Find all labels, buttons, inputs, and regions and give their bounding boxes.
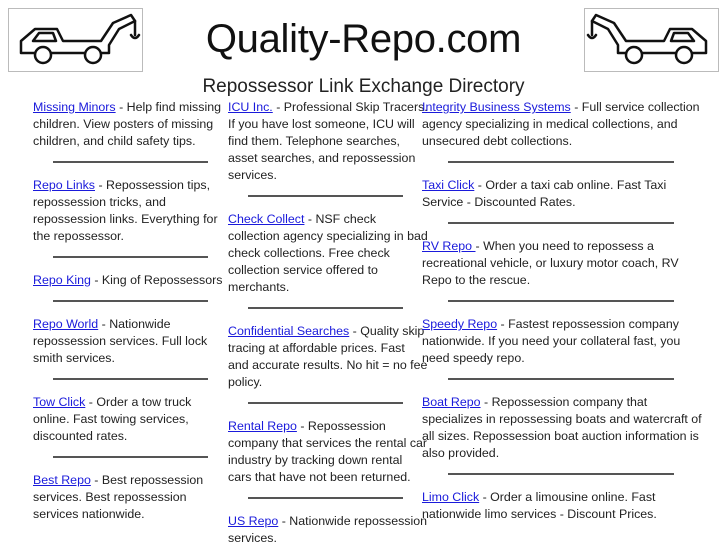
directory-entry bbox=[33, 472, 231, 523]
directory-link[interactable]: Repo World bbox=[33, 317, 99, 331]
directory-entry bbox=[228, 99, 428, 184]
directory-description: - Repossession company that services the rental car industry by tracking down rental cars that have not been returned. bbox=[228, 419, 428, 484]
directory-link[interactable]: Limo Click bbox=[422, 490, 480, 504]
link-column-3 bbox=[422, 99, 707, 523]
directory-description: - Fastest repossession company nationwide. If you need your collateral fast, you need speedy repo. bbox=[422, 317, 681, 365]
entry-divider bbox=[53, 256, 208, 258]
directory-link[interactable]: Best Repo bbox=[33, 473, 91, 487]
directory-description: - Help find missing children. View posters of missing children, and child safety tips. bbox=[33, 100, 221, 148]
directory-description: - NSF check collection agency specializing in bad check collections. Free check collection service offered to merchants. bbox=[228, 212, 428, 294]
directory-link[interactable]: Integrity Business Systems bbox=[422, 100, 571, 114]
entry-divider bbox=[248, 195, 403, 197]
directory-entry bbox=[422, 238, 707, 289]
directory-link[interactable]: ICU Inc. bbox=[228, 100, 273, 114]
entry-divider bbox=[248, 307, 403, 309]
directory-link[interactable]: Boat Repo bbox=[422, 395, 481, 409]
entry-divider bbox=[448, 378, 674, 380]
directory-link[interactable]: Missing Minors bbox=[33, 100, 116, 114]
directory-description: - Order a taxi cab online. Fast Taxi Service - Discounted Rates. bbox=[422, 178, 667, 209]
directory-entry bbox=[422, 177, 707, 211]
directory-description: - Nationwide repossession services. bbox=[228, 514, 428, 545]
directory-description: - Quality skip tracing at affordable prices. Fast and accurate results. No hit = no fee policy. bbox=[228, 324, 428, 389]
directory-description: - King of Repossessors bbox=[90, 273, 223, 287]
directory-link[interactable]: RV Repo bbox=[422, 239, 476, 253]
directory-entry bbox=[33, 99, 231, 150]
directory-description: - Order a tow truck online. Fast towing services, discounted rates. bbox=[33, 395, 192, 443]
directory-entry bbox=[422, 489, 707, 523]
entry-divider bbox=[448, 222, 674, 224]
directory-entry bbox=[33, 394, 231, 445]
directory-link[interactable]: US Repo bbox=[228, 514, 279, 528]
directory-entry bbox=[228, 418, 428, 486]
entry-divider bbox=[53, 161, 208, 163]
directory-subtitle: Repossessor Link Exchange Directory bbox=[202, 76, 525, 97]
directory-link[interactable]: Repo Links bbox=[33, 178, 95, 192]
directory-link[interactable]: Confidential Searches bbox=[228, 324, 350, 338]
directory-description: - Repossession tips, repossession tricks, and repossession links. Everything for the repossessor. bbox=[33, 178, 218, 243]
directory-entry bbox=[422, 394, 707, 462]
entry-divider bbox=[448, 473, 674, 475]
directory-entry bbox=[33, 272, 231, 289]
entry-divider bbox=[448, 161, 674, 163]
directory-description: - Professional Skip Tracers. If you have lost someone, ICU will find them. Telephone searches, asset searches, and repossession services. bbox=[228, 100, 428, 182]
directory-link[interactable]: Rental Repo bbox=[228, 419, 297, 433]
directory-link[interactable]: Taxi Click bbox=[422, 178, 475, 192]
site-title: Quality-Repo.com bbox=[205, 17, 522, 61]
directory-description: - Best repossession services. Best repossession services nationwide. bbox=[33, 473, 204, 521]
entry-divider bbox=[248, 497, 403, 499]
directory-entry bbox=[422, 99, 707, 150]
directory-link[interactable]: Repo King bbox=[33, 273, 91, 287]
directory-entry bbox=[228, 513, 428, 547]
entry-divider bbox=[53, 378, 208, 380]
link-column-2 bbox=[228, 99, 428, 547]
directory-description: - When you need to repossess a recreational vehicle, or luxury motor coach, RV Repo to the rescue. bbox=[422, 239, 679, 287]
directory-entry bbox=[228, 323, 428, 391]
directory-link[interactable]: Tow Click bbox=[33, 395, 86, 409]
directory-description: - Full service collection agency specializing in medical collections, and unsecured debt collections. bbox=[422, 100, 700, 148]
link-column-1 bbox=[33, 99, 231, 523]
entry-divider bbox=[248, 402, 403, 404]
directory-description: - Nationwide repossession services. Full lock smith services. bbox=[33, 317, 208, 365]
directory-entry bbox=[228, 211, 428, 296]
entry-divider bbox=[448, 300, 674, 302]
entry-divider bbox=[53, 456, 208, 458]
directory-link[interactable]: Check Collect bbox=[228, 212, 305, 226]
directory-entry bbox=[33, 316, 231, 367]
entry-divider bbox=[53, 300, 208, 302]
directory-link[interactable]: Speedy Repo bbox=[422, 317, 498, 331]
directory-entry bbox=[422, 316, 707, 367]
directory-description: - Repossession company that specializes in repossessing boats and watercraft of all sizes. Repossession boat auction information is also provided. bbox=[422, 395, 702, 460]
directory-description: - Order a limousine online. Fast nationwide limo services - Discount Prices. bbox=[422, 490, 657, 521]
directory-entry bbox=[33, 177, 231, 245]
